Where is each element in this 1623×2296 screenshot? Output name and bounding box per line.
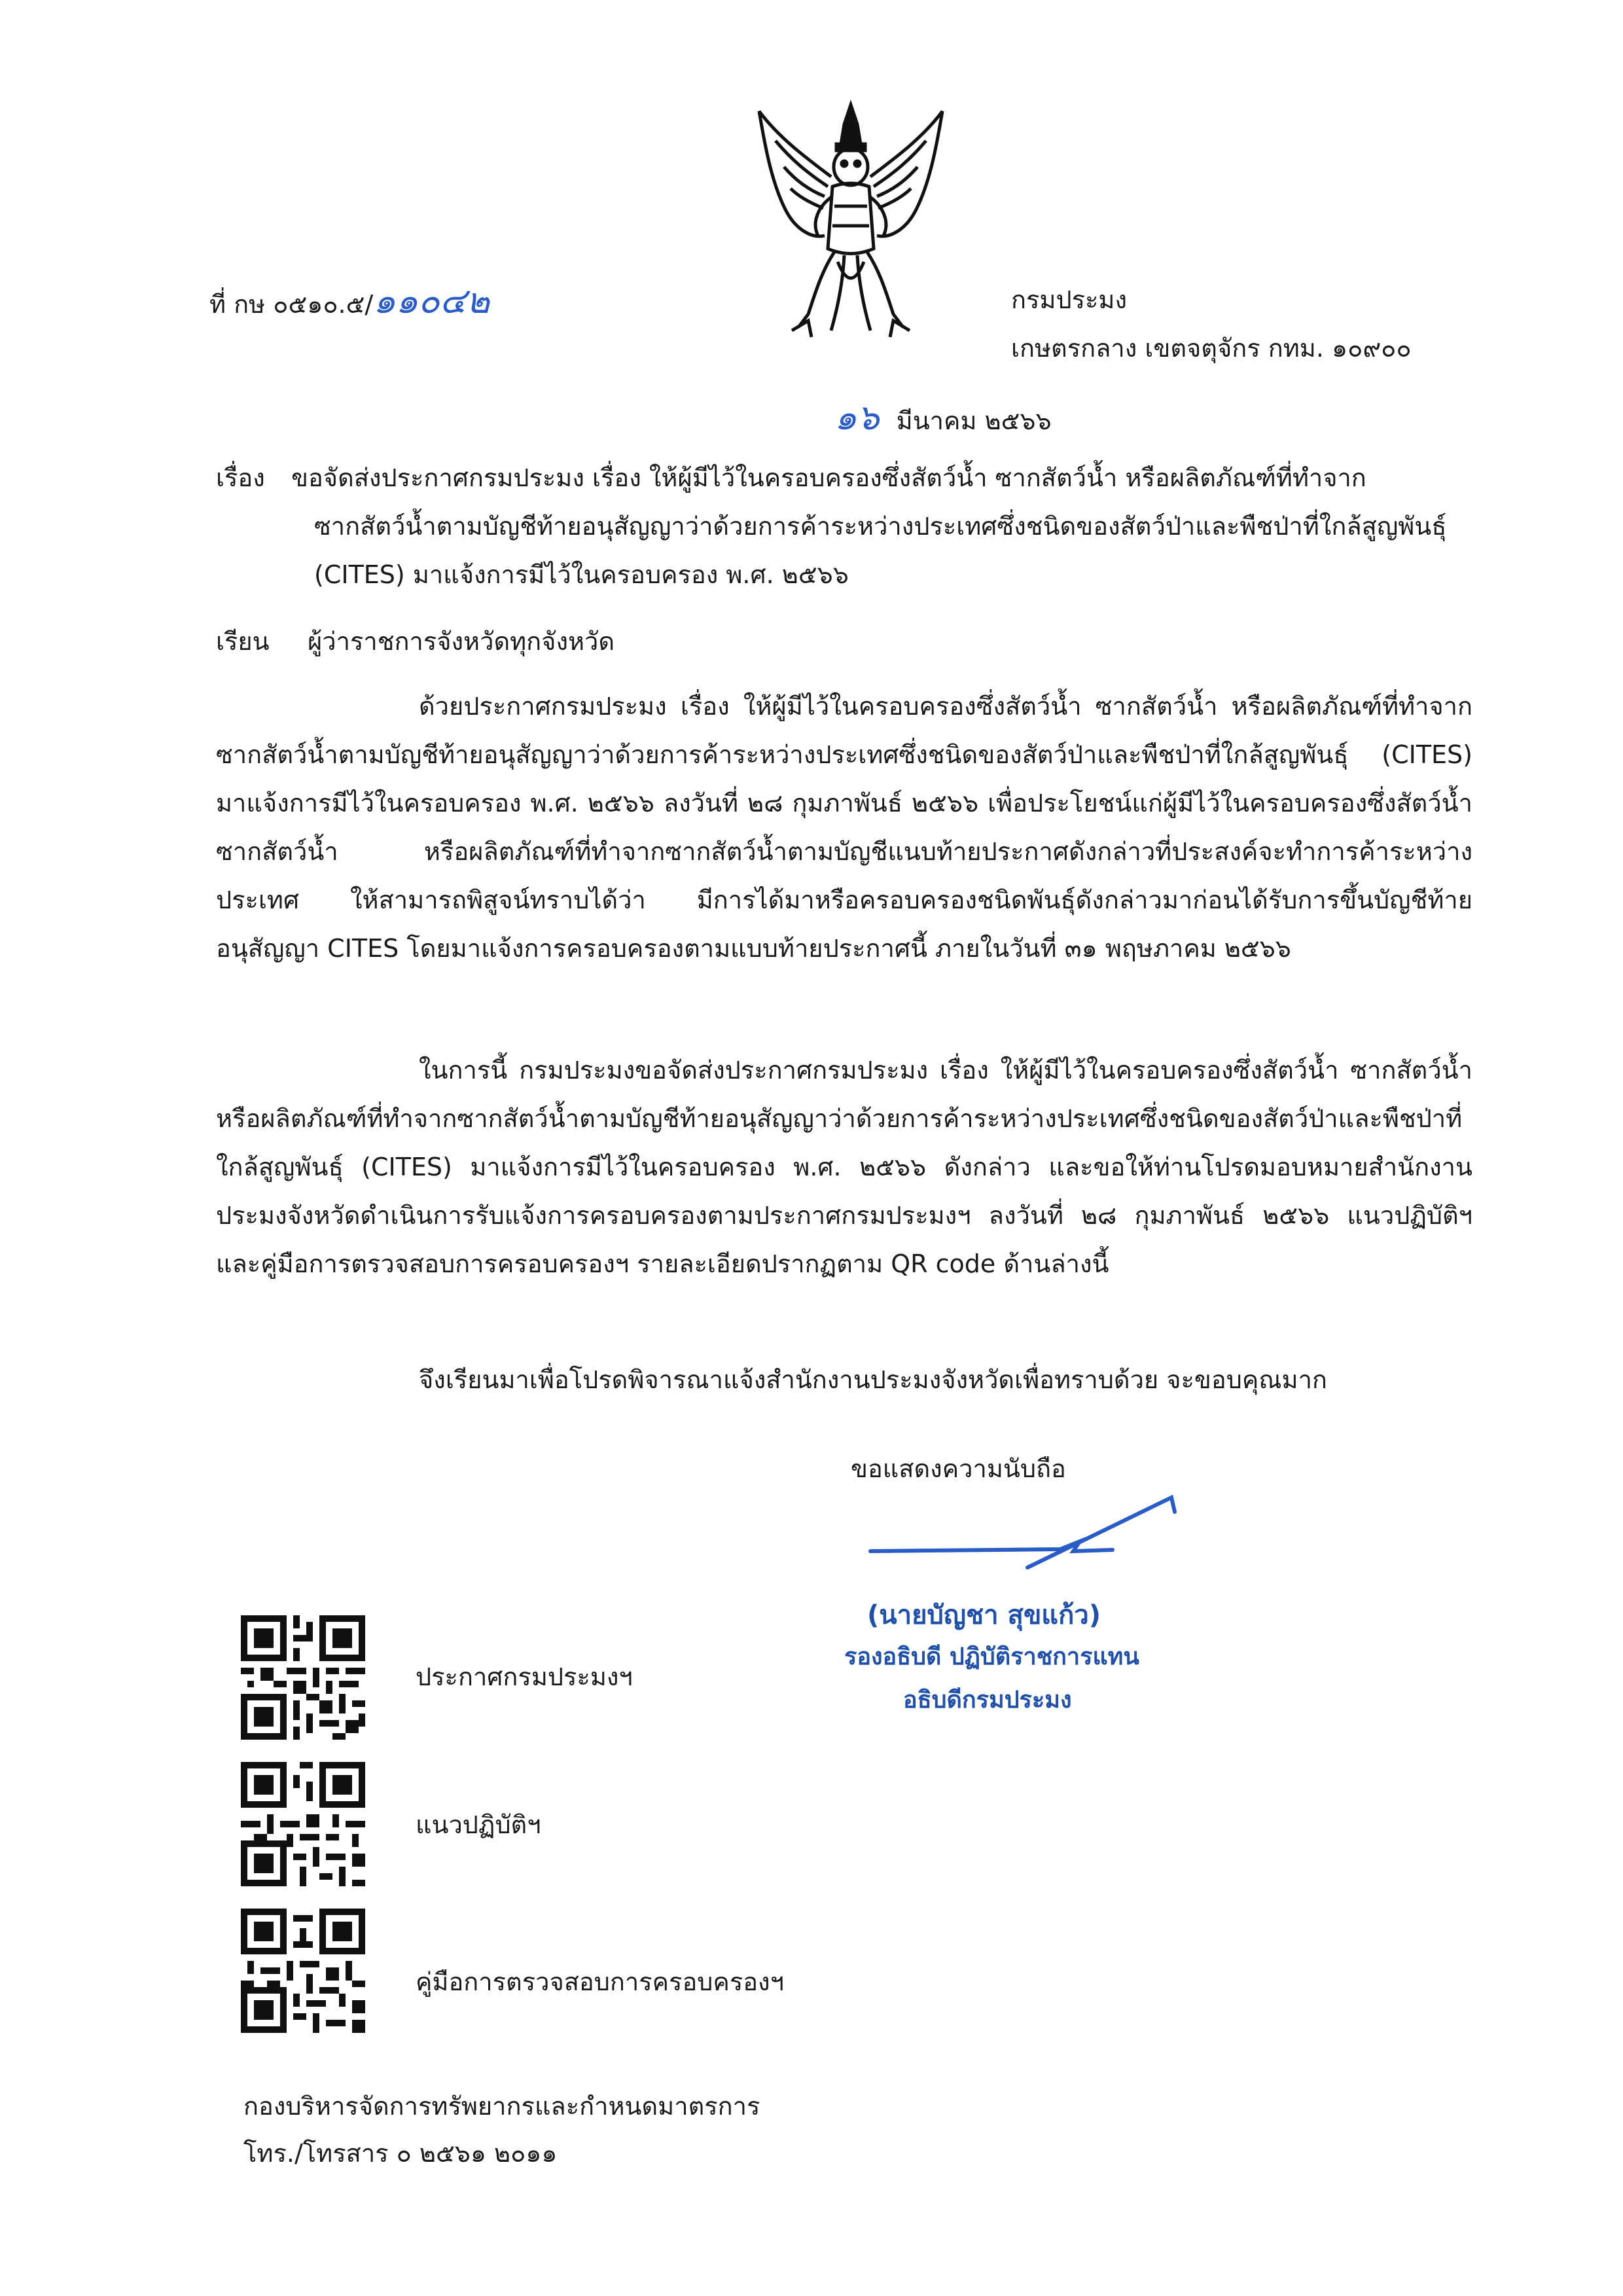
qr-code-announcement[interactable]	[241, 1615, 365, 1740]
signer-name: (นายบัญชา สุขแก้ว)	[867, 1600, 1101, 1630]
signature	[864, 1486, 1191, 1571]
recipient-label: เรียน	[216, 627, 270, 656]
org-address: เกษตรกลาง เขตจตุจักร กทม. ๑๐๙๐๐	[1011, 334, 1412, 363]
subject-line-3: (CITES) มาแจ้งการมีไว้ในครอบครอง พ.ศ. ๒๕๖๖	[314, 560, 849, 589]
garuda-emblem	[746, 98, 955, 347]
qr-code-guideline[interactable]	[241, 1762, 365, 1886]
document-date	[834, 397, 1052, 439]
body-paragraph-1: ด้วยประกาศกรมประมง เรื่อง ให้ผู้มีไว้ในครอบครองซึ่งสัตว์น้ำ ซากสัตว์น้ำ หรือผลิตภัณฑ์ที่ทำจากซากสัตว์น้ำตามบัญชีท้ายอนุสัญญาว่าด้วยการค้าระหว่างประเทศซึ่งชนิดของสัตว์ป่าและพืชป่าที่ใกล้สูญพันธุ์ (CITES) มาแจ้งการมีไว้ในครอบครอง พ.ศ. ๒๕๖๖ ลงวันที่ ๒๘ กุมภาพันธ์ ๒๕๖๖ เพื่อประโยชน์แก่ผู้มีไว้ในครอบครองซึ่งสัตว์น้ำ ซากสัตว์น้ำ หรือผลิตภัณฑ์ที่ทำจากซากสัตว์น้ำตามบัญชีแนบท้ายประกาศดังกล่าวที่ประสงค์จะทำการค้าระหว่างประเทศ ให้สามารถพิสูจน์ทราบได้ว่า มีการได้มาหรือครอบครองชนิดพันธุ์ดังกล่าวมาก่อนได้รับการขึ้นบัญชีท้ายอนุสัญญา CITES โดยมาแจ้งการครอบครองตามแบบท้ายประกาศนี้ ภายในวันที่ ๓๑ พฤษภาคม ๒๕๖๖	[216, 692, 1472, 963]
subject-line-1: ขอจัดส่งประกาศกรมประมง เรื่อง ให้ผู้มีไว้ในครอบครองซึ่งสัตว์น้ำ ซากสัตว์น้ำ หรือผลิตภัณฑ์ที่ทำจาก	[291, 463, 1366, 492]
body-paragraph-3: จึงเรียนมาเพื่อโปรดพิจารณาแจ้งสำนักงานประมงจังหวัดเพื่อทราบด้วย จะขอบคุณมาก	[419, 1365, 1327, 1394]
document-number-handwritten: ๑๑๐๔๒	[373, 280, 490, 321]
qr-label-announcement: ประกาศกรมประมงฯ	[416, 1662, 633, 1691]
document-number-prefix: ที่ กษ ๐๕๑๐.๕/	[209, 290, 374, 319]
date-month-year: มีนาคม ๒๕๖๖	[896, 406, 1052, 435]
recipient-value: ผู้ว่าราชการจังหวัดทุกจังหวัด	[308, 627, 615, 656]
footer-phone-fax: โทร./โทรสาร ๐ ๒๕๖๑ ๒๐๑๑	[243, 2139, 558, 2168]
date-day-handwritten: ๑๖	[834, 397, 880, 438]
signer-title-1: รองอธิบดี ปฏิบัติราชการแทน	[844, 1643, 1140, 1670]
org-name: กรมประมง	[1011, 285, 1128, 314]
document-number	[209, 280, 490, 323]
qr-label-manual: คู่มือการตรวจสอบการครอบครองฯ	[416, 1967, 784, 1996]
footer-department: กองบริหารจัดการทรัพยากรและกำหนดมาตรการ	[243, 2092, 760, 2121]
subject-label: เรื่อง	[216, 463, 265, 492]
qr-code-manual[interactable]	[241, 1909, 365, 2033]
closing-salutation: ขอแสดงความนับถือ	[851, 1454, 1066, 1483]
subject-line-2: ซากสัตว์น้ำตามบัญชีท้ายอนุสัญญาว่าด้วยการค้าระหว่างประเทศซึ่งชนิดของสัตว์ป่าและพืชป่าที่ใกล้สูญพันธุ์	[314, 512, 1447, 541]
signer-title-2: อธิบดีกรมประมง	[903, 1687, 1072, 1713]
qr-label-guideline: แนวปฏิบัติฯ	[416, 1810, 541, 1839]
body-paragraph-2: ในการนี้ กรมประมงขอจัดส่งประกาศกรมประมง เรื่อง ให้ผู้มีไว้ในครอบครองซึ่งสัตว์น้ำ ซากสัตว์น้ำ หรือผลิตภัณฑ์ที่ทำจากซากสัตว์น้ำตามบัญชีท้ายอนุสัญญาว่าด้วยการค้าระหว่างประเทศซึ่งชนิดของสัตว์ป่าและพืชป่าที่ใกล้สูญพันธุ์ (CITES) มาแจ้งการมีไว้ในครอบครอง พ.ศ. ๒๕๖๖ ดังกล่าว และขอให้ท่านโปรดมอบหมายสำนักงานประมงจังหวัดดำเนินการรับแจ้งการครอบครองตามประกาศกรมประมงฯ ลงวันที่ ๒๘ กุมภาพันธ์ ๒๕๖๖ แนวปฏิบัติฯ และคู่มือการตรวจสอบการครอบครองฯ รายละเอียดปรากฏตาม QR code ด้านล่างนี้	[216, 1056, 1472, 1278]
